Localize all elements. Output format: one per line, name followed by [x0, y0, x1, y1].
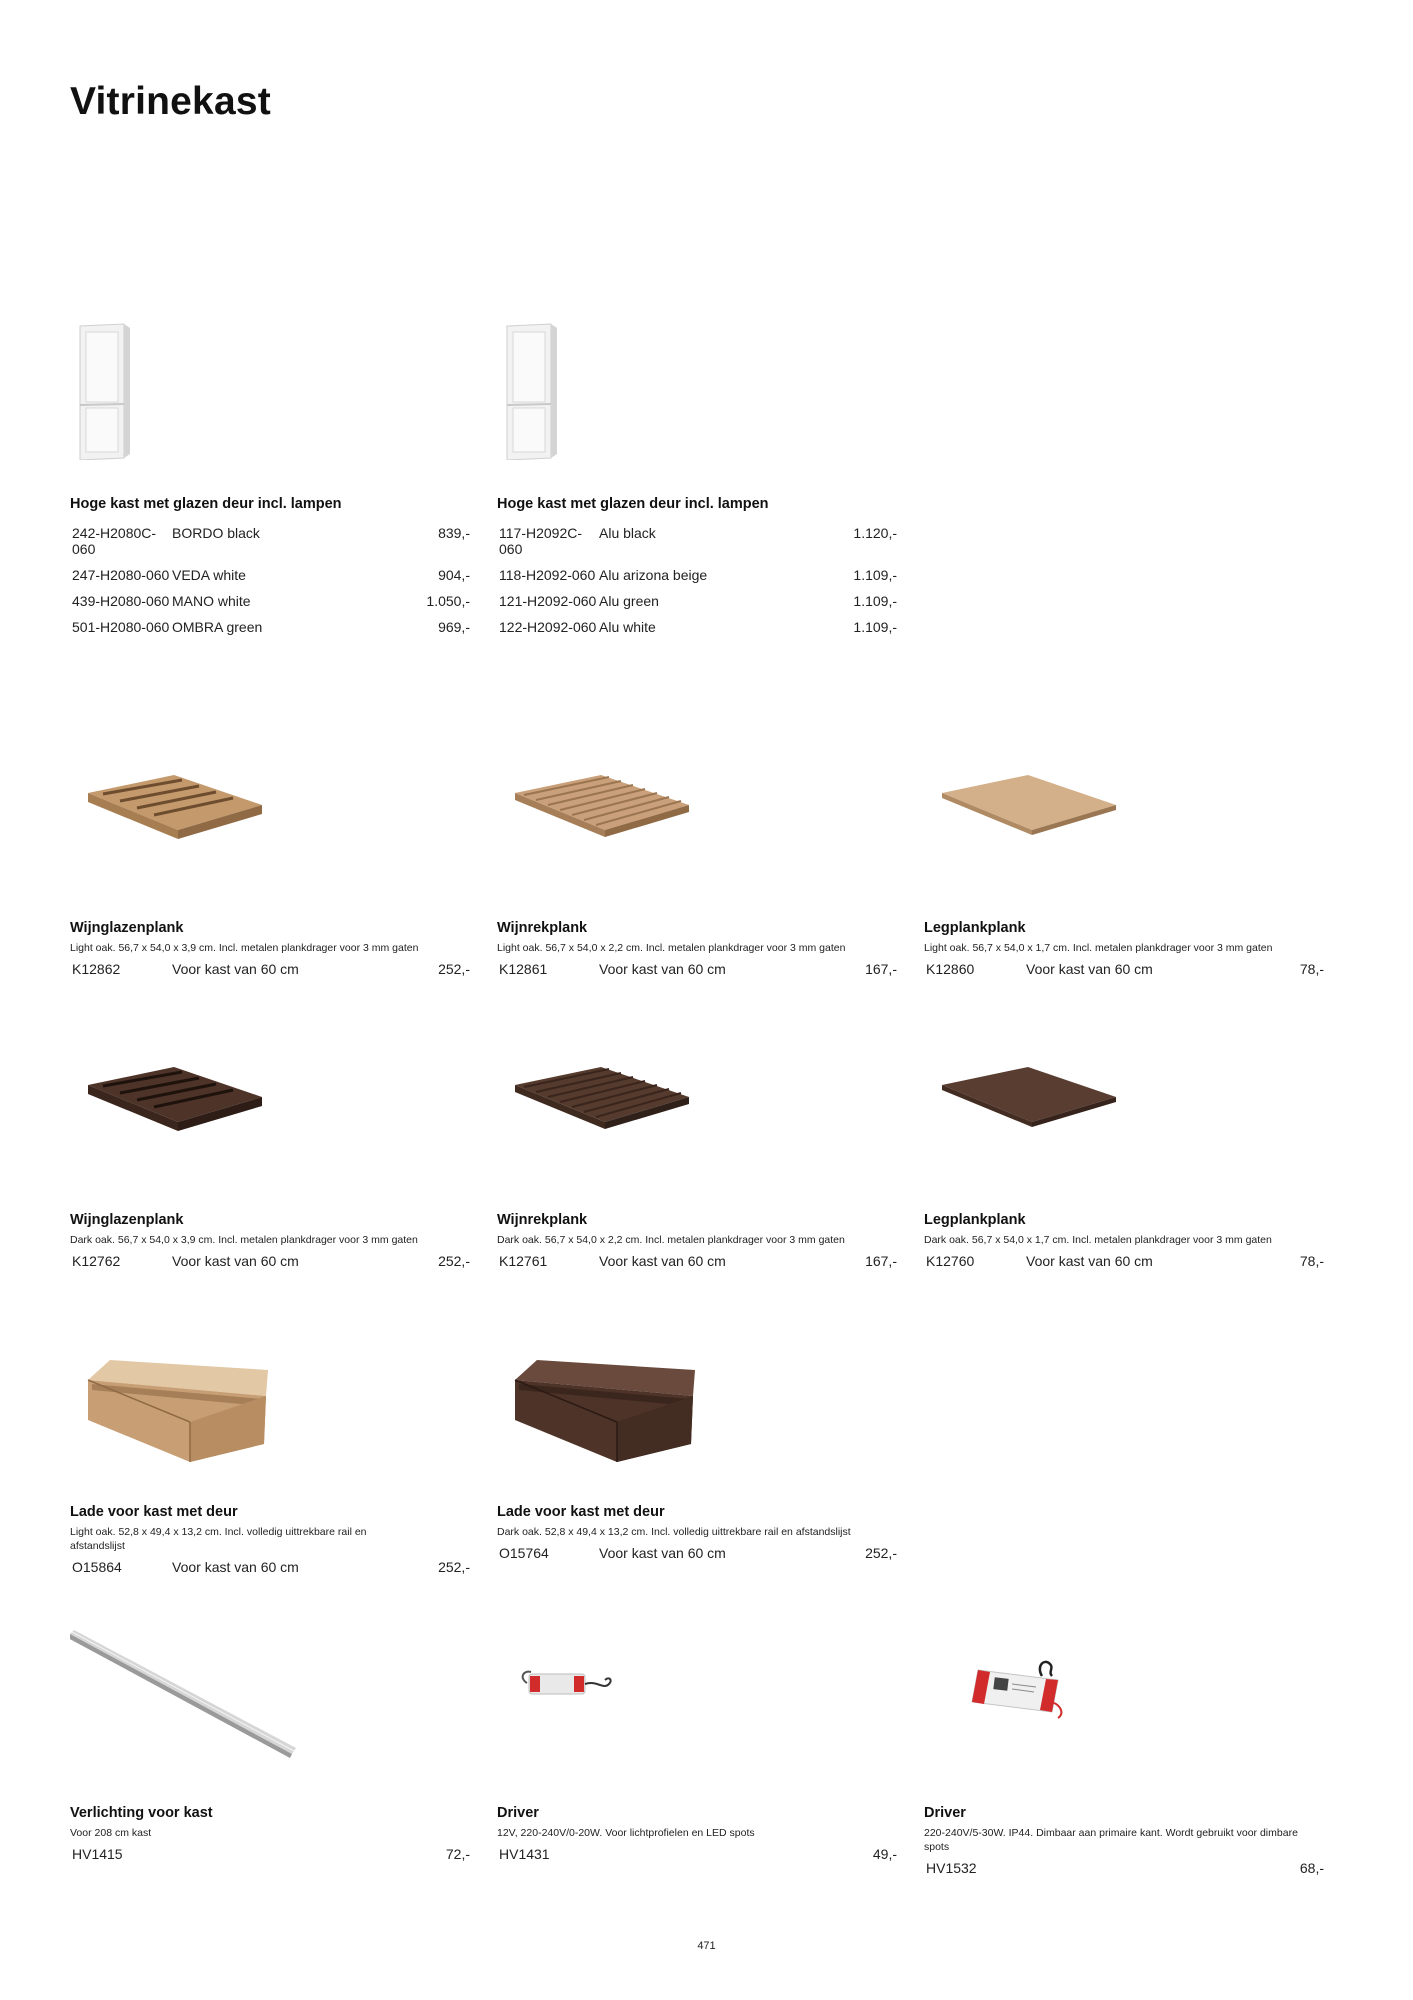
product-image [497, 1344, 897, 1519]
product-title: Wijnrekplank [497, 920, 588, 936]
product-image [924, 760, 1324, 935]
product-description: 12V, 220-240V/0-20W. Voor lichtprofielen en LED spots [497, 1827, 755, 1839]
price: 969,- [438, 619, 470, 635]
drawer-image [70, 1344, 470, 1464]
price-row [70, 1559, 470, 1575]
wine-rack-shelf-image [497, 1052, 897, 1162]
price: 1.120,- [853, 525, 897, 541]
wine-glass-shelf-image [70, 760, 470, 870]
product-title: Legplankplank [924, 920, 1026, 936]
price-row [497, 619, 897, 635]
product-description: Light oak. 56,7 x 54,0 x 1,7 cm. Incl. metalen plankdrager voor 3 mm gaten [924, 942, 1273, 954]
product-code: HV1431 [499, 1846, 550, 1862]
price: 252,- [438, 1253, 470, 1269]
light-profile-image [70, 1630, 470, 1760]
price-row [70, 567, 470, 583]
product-code: K12861 [499, 961, 548, 977]
product-code: O15764 [499, 1545, 549, 1561]
price-row [497, 1846, 897, 1862]
cabinet-image [497, 320, 897, 460]
price-row [497, 961, 897, 977]
product-image [70, 320, 470, 495]
product-description: Light oak. 56,7 x 54,0 x 3,9 cm. Incl. metalen plankdrager voor 3 mm gaten [70, 942, 419, 954]
product-code: K12762 [72, 1253, 121, 1269]
price: 72,- [445, 1846, 470, 1862]
product-code: 501-H2080-060 [72, 619, 170, 635]
shelf-plank-image [924, 1052, 1324, 1162]
product-code: O15864 [72, 1559, 122, 1575]
product-title: Wijnglazenplank [70, 920, 184, 936]
product-title: Hoge kast met glazen deur incl. lampen [497, 496, 769, 512]
product-image [497, 760, 897, 935]
product-code: 118-H2092-060 [499, 567, 596, 583]
price: 78,- [1299, 1253, 1324, 1269]
price: 49,- [872, 1846, 897, 1862]
price-row [70, 619, 470, 635]
variant-name: Voor kast van 60 cm [172, 1559, 299, 1575]
product-code: HV1415 [72, 1846, 123, 1862]
shelf-plank-image [924, 760, 1324, 870]
variant-name: Voor kast van 60 cm [599, 1253, 726, 1269]
variant-name: MANO white [172, 593, 251, 609]
price: 78,- [1299, 961, 1324, 977]
product-image [497, 1052, 897, 1227]
product-title: Driver [497, 1805, 539, 1821]
product-code: 439-H2080-060 [72, 593, 170, 609]
product-description: Dark oak. 52,8 x 49,4 x 13,2 cm. Incl. volledig uittrekbare rail en afstandslijst [497, 1526, 851, 1538]
product-image [497, 1630, 897, 1805]
product-code: K12760 [926, 1253, 975, 1269]
product-title: Verlichting voor kast [70, 1805, 213, 1821]
price-row [924, 1253, 1324, 1269]
variant-name: OMBRA green [172, 619, 263, 635]
price: 1.109,- [853, 619, 897, 635]
product-title: Hoge kast met glazen deur incl. lampen [70, 496, 342, 512]
product-code: 121-H2092-060 [499, 593, 597, 609]
product-description: Light oak. 56,7 x 54,0 x 2,2 cm. Incl. metalen plankdrager voor 3 mm gaten [497, 942, 846, 954]
product-code: 247-H2080-060 [72, 567, 170, 583]
product-image [70, 1630, 470, 1805]
drawer-image [497, 1344, 897, 1464]
product-description: Dark oak. 56,7 x 54,0 x 2,2 cm. Incl. metalen plankdrager voor 3 mm gaten [497, 1234, 845, 1246]
price-row [924, 1860, 1324, 1876]
product-code: K12862 [72, 961, 121, 977]
price: 1.109,- [853, 593, 897, 609]
price: 252,- [438, 961, 470, 977]
product-image [924, 1052, 1324, 1227]
product-description: Dark oak. 56,7 x 54,0 x 1,7 cm. Incl. metalen plankdrager voor 3 mm gaten [924, 1234, 1272, 1246]
product-title: Driver [924, 1805, 966, 1821]
price-row [924, 961, 1324, 977]
product-title: Lade voor kast met deur [497, 1504, 665, 1520]
product-code: K12761 [499, 1253, 548, 1269]
product-description: 220-240V/5-30W. IP44. Dimbaar aan primaire kant. Wordt gebruikt voor dimbare spots [924, 1827, 1298, 1853]
variant-name: Voor kast van 60 cm [599, 1545, 726, 1561]
price: 904,- [438, 567, 470, 583]
price: 167,- [865, 1253, 897, 1269]
price: 1.109,- [853, 567, 897, 583]
variant-name: Alu white [599, 619, 656, 635]
variant-name: VEDA white [172, 567, 246, 583]
product-image [924, 1630, 1324, 1805]
price-row [497, 1545, 897, 1561]
price: 252,- [865, 1545, 897, 1561]
variant-name: BORDO black [172, 525, 260, 541]
price-row [70, 1846, 470, 1862]
price: 68,- [1299, 1860, 1324, 1876]
variant-name: Voor kast van 60 cm [599, 961, 726, 977]
price: 167,- [865, 961, 897, 977]
variant-name: Voor kast van 60 cm [172, 1253, 299, 1269]
variant-name: Alu black [599, 525, 656, 541]
price-row [70, 593, 470, 609]
wine-glass-shelf-image [70, 1052, 470, 1162]
product-title: Lade voor kast met deur [70, 1504, 238, 1520]
product-code: 122-H2092-060 [499, 619, 597, 635]
wine-rack-shelf-image [497, 760, 897, 870]
product-code: HV1532 [926, 1860, 977, 1876]
product-image [70, 1344, 470, 1519]
variant-name: Alu green [599, 593, 659, 609]
cabinet-image [70, 320, 470, 460]
product-description: Dark oak. 56,7 x 54,0 x 3,9 cm. Incl. metalen plankdrager voor 3 mm gaten [70, 1234, 418, 1246]
product-image [70, 1052, 470, 1227]
product-code: 117-H2092C-060 [499, 525, 583, 557]
variant-name: Voor kast van 60 cm [1026, 1253, 1153, 1269]
price: 839,- [438, 525, 470, 541]
variant-name: Voor kast van 60 cm [172, 961, 299, 977]
variant-name: Alu arizona beige [599, 567, 708, 583]
price-row [497, 1253, 897, 1269]
product-title: Legplankplank [924, 1212, 1026, 1228]
product-image [497, 320, 897, 495]
product-description: Light oak. 52,8 x 49,4 x 13,2 cm. Incl. volledig uittrekbare rail en afstandslijst [70, 1526, 367, 1552]
dimmable-driver-image [924, 1630, 1324, 1760]
price-row [70, 961, 470, 977]
price: 252,- [438, 1559, 470, 1575]
product-description: Voor 208 cm kast [70, 1827, 152, 1839]
product-image [70, 760, 470, 935]
product-title: Wijnglazenplank [70, 1212, 184, 1228]
product-code: K12860 [926, 961, 975, 977]
price-row [70, 1253, 470, 1269]
price-row [497, 567, 897, 583]
product-code: 242-H2080C-060 [72, 525, 157, 557]
price: 1.050,- [426, 593, 470, 609]
page-number: 471 [697, 1940, 716, 1952]
price-row [497, 593, 897, 609]
price-row [497, 525, 897, 557]
page-title: Vitrinekast [70, 80, 271, 123]
price-row [70, 525, 470, 557]
variant-name: Voor kast van 60 cm [1026, 961, 1153, 977]
product-title: Wijnrekplank [497, 1212, 588, 1228]
driver-image [497, 1630, 897, 1760]
